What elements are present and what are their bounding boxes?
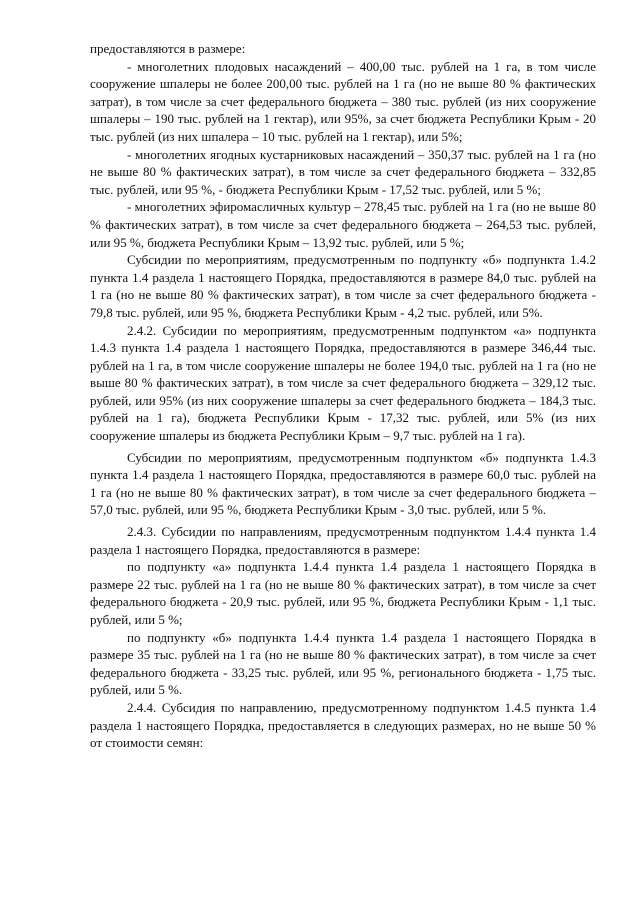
- document-page: [90, 40, 596, 752]
- paragraph-section-2-4-4: 2.4.4. Субсидия по направлению, предусмотренному подпунктом 1.4.5 пункта 1.4 раздела 1 настоящего Порядка, предоставляется в следующих размерах, но не выше 50 % от стоимости семян:: [90, 699, 596, 751]
- paragraph-intro: предоставляются в размере:: [90, 41, 246, 56]
- paragraph-fruit-plantings: - многолетних плодовых насаждений – 400,00 тыс. рублей на 1 га, в том числе сооружение шпалеры не более 200,00 тыс. рублей на 1 га (но не выше 80 % фактических затрат), в том числе за счет федерального бюджета – 380 тыс. рублей (из них сооружение шпалеры – 190 тыс. рублей на 1 гектар), или 95%, за счет бюджета Республики Крым - 20 тыс. рублей (из них шпалера – 10 тыс. рублей на 1 гектар), или 5%;: [90, 58, 596, 144]
- paragraph-subsidy-1-4-2-b: Субсидии по мероприятиям, предусмотренным по подпункту «б» подпункта 1.4.2 пункта 1.4 раздела 1 настоящего Порядка, предоставляются в размере 84,0 тыс. рублей на 1 га (но не выше 80 % фактических затрат), в том числе за счет федерального бюджета - 79,8 тыс. рублей, или 95 %, бюджета Республики Крым - 4,2 тыс. рублей, или 5%.: [90, 252, 596, 320]
- paragraph-subpoint-a: по подпункту «а» подпункта 1.4.4 пункта 1.4 раздела 1 настоящего Порядка в размере 22 тыс. рублей на 1 га (но не выше 80 % фактических затрат), в том числе за счет федерального бюджета - 20,9 тыс. рублей, или 95 %, бюджета Республики Крым - 1,1 тыс. рублей, или 5 %;: [90, 559, 596, 627]
- paragraph-berry-plantings: - многолетних ягодных кустарниковых насаждений – 350,37 тыс. рублей на 1 га (но не выше 80 % фактических затрат), в том числе за счет федерального бюджета – 332,85 тыс. рублей, или 95 %, - бюджета Республики Крым - 17,52 тыс. рублей, или 5 %;: [90, 146, 596, 197]
- paragraph-subpoint-b: по подпункту «б» подпункта 1.4.4 пункта 1.4 раздела 1 настоящего Порядка в размере 35 тыс. рублей на 1 га (но не выше 80 % фактических затрат), в том числе за счет федерального бюджета - 33,25 тыс. рублей, или 95 %, регионального бюджета - 1,75 тыс. рублей, или 5 %.: [90, 629, 596, 698]
- paragraph-section-2-4-3: 2.4.3. Субсидии по направлениям, предусмотренным подпунктом 1.4.4 пункта 1.4 раздела 1 настоящего Порядка, предоставляются в размере:: [90, 524, 596, 557]
- paragraph-section-2-4-2: 2.4.2. Субсидии по мероприятиям, предусмотренным подпунктом «а» подпункта 1.4.3 пункта 1.4 раздела 1 настоящего Порядка, предоставляются в размере 346,44 тыс. рублей на 1 га, в том числе сооружение шпалеры не более 194,0 тыс. рублей на 1 га (но не выше 80 % фактических затрат), в том числе за счет федерального бюджета – 329,12 тыс. рублей, или 95% (из них сооружение шпалеры за счет федерального бюджета – 184,3 тыс. рублей на 1 га), бюджета Республики Крым - 17,32 тыс. рублей, или 5% (из них сооружение шпалеры из бюджета Республики Крым – 9,7 тыс. рублей на 1 га).: [90, 322, 596, 444]
- paragraph-essential-oil-crops: - многолетних эфиромасличных культур – 278,45 тыс. рублей на 1 га (но не выше 80 % фактических затрат), в том числе за счет федерального бюджета – 264,53 тыс. рублей, или 95 %, бюджета Республики Крым – 13,92 тыс. рублей, или 5 %;: [90, 199, 596, 250]
- paragraph-subsidy-1-4-3-b: Субсидии по мероприятиям, предусмотренным подпунктом «б» подпункта 1.4.3 пункта 1.4 раздела 1 настоящего Порядка, предоставляются в размере 60,0 тыс. рублей на 1 га (но не выше 80 % фактических затрат), в том числе за счет федерального бюджета – 57,0 тыс. рублей, или 95 %, бюджета Республики Крым - 3,0 тыс. рублей, или 5 %.: [90, 449, 596, 518]
